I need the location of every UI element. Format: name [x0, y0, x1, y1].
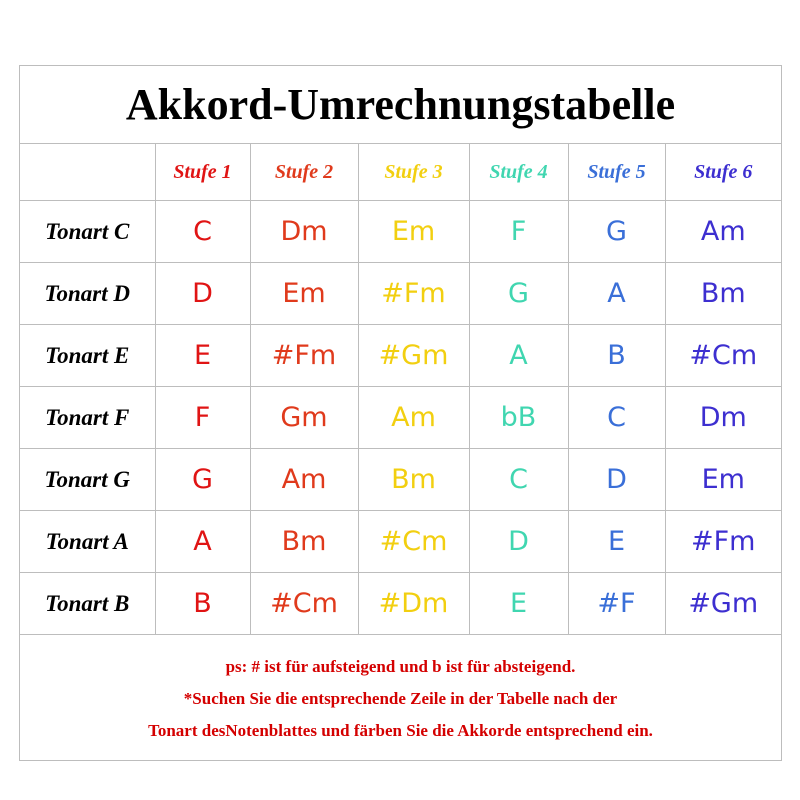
chord-cell: F [155, 387, 250, 449]
chord-cell: C [568, 387, 665, 449]
chord-cell: #Cm [250, 573, 358, 635]
chord-cell: E [155, 325, 250, 387]
tonart-label: Tonart G [20, 449, 155, 511]
tonart-label: Tonart B [20, 573, 155, 635]
stufe-4-header: Stufe 4 [469, 144, 568, 201]
chord-cell: B [568, 325, 665, 387]
chord-cell: Bm [665, 263, 781, 325]
chord-conversion-sheet [19, 65, 782, 761]
footer-note-instructions-cont: Tonart desNotenblattes und färben Sie die Akkorde entsprechend ein. [148, 721, 653, 740]
tonart-label: Tonart A [20, 511, 155, 573]
table-row [20, 573, 781, 635]
footer-note-instructions: *Suchen Sie die entsprechende Zeile in der Tabelle nach der [183, 689, 618, 708]
chord-cell: Dm [250, 201, 358, 263]
table-row [20, 511, 781, 573]
chord-cell: D [469, 511, 568, 573]
chord-cell: C [155, 201, 250, 263]
stufe-1-header: Stufe 1 [155, 144, 250, 201]
chord-cell: B [155, 573, 250, 635]
chord-table [20, 143, 781, 635]
chord-cell: Em [250, 263, 358, 325]
stufe-3-header: Stufe 3 [358, 144, 469, 201]
table-header-row [20, 144, 781, 201]
chord-cell: A [469, 325, 568, 387]
chord-cell: G [568, 201, 665, 263]
chord-cell: Am [250, 449, 358, 511]
chord-cell: A [568, 263, 665, 325]
stufe-6-header: Stufe 6 [665, 144, 781, 201]
chord-cell: Gm [250, 387, 358, 449]
chord-cell: C [469, 449, 568, 511]
chord-cell: Dm [665, 387, 781, 449]
chord-cell: E [469, 573, 568, 635]
tonart-label: Tonart D [20, 263, 155, 325]
tonart-label: Tonart C [20, 201, 155, 263]
chord-cell: D [568, 449, 665, 511]
table-row [20, 201, 781, 263]
chord-cell: #F [568, 573, 665, 635]
chord-cell: Am [358, 387, 469, 449]
chord-cell: G [469, 263, 568, 325]
chord-cell: #Dm [358, 573, 469, 635]
chord-cell: Am [665, 201, 781, 263]
chord-cell: #Gm [358, 325, 469, 387]
tonart-label: Tonart F [20, 387, 155, 449]
chord-cell: Bm [250, 511, 358, 573]
chord-cell: G [155, 449, 250, 511]
stufe-2-header: Stufe 2 [250, 144, 358, 201]
chord-cell: bB [469, 387, 568, 449]
table-body [20, 201, 781, 635]
chord-cell: D [155, 263, 250, 325]
chord-cell: #Fm [665, 511, 781, 573]
chord-cell: Bm [358, 449, 469, 511]
chord-cell: #Gm [665, 573, 781, 635]
table-row [20, 263, 781, 325]
footer-notes [20, 637, 781, 761]
chord-cell: E [568, 511, 665, 573]
table-row [20, 449, 781, 511]
table-row [20, 387, 781, 449]
chord-cell: #Cm [358, 511, 469, 573]
corner-cell [20, 144, 155, 201]
chord-cell: #Fm [358, 263, 469, 325]
table-row [20, 325, 781, 387]
chord-cell: Em [358, 201, 469, 263]
chord-cell: #Cm [665, 325, 781, 387]
chord-cell: Em [665, 449, 781, 511]
stufe-5-header: Stufe 5 [568, 144, 665, 201]
chord-cell: A [155, 511, 250, 573]
page-title: Akkord-Umrechnungstabelle [20, 66, 781, 144]
tonart-label: Tonart E [20, 325, 155, 387]
chord-cell: #Fm [250, 325, 358, 387]
footer-note-sharp-flat: ps: # ist für aufsteigend und b ist für absteigend. [225, 657, 576, 676]
chord-cell: F [469, 201, 568, 263]
